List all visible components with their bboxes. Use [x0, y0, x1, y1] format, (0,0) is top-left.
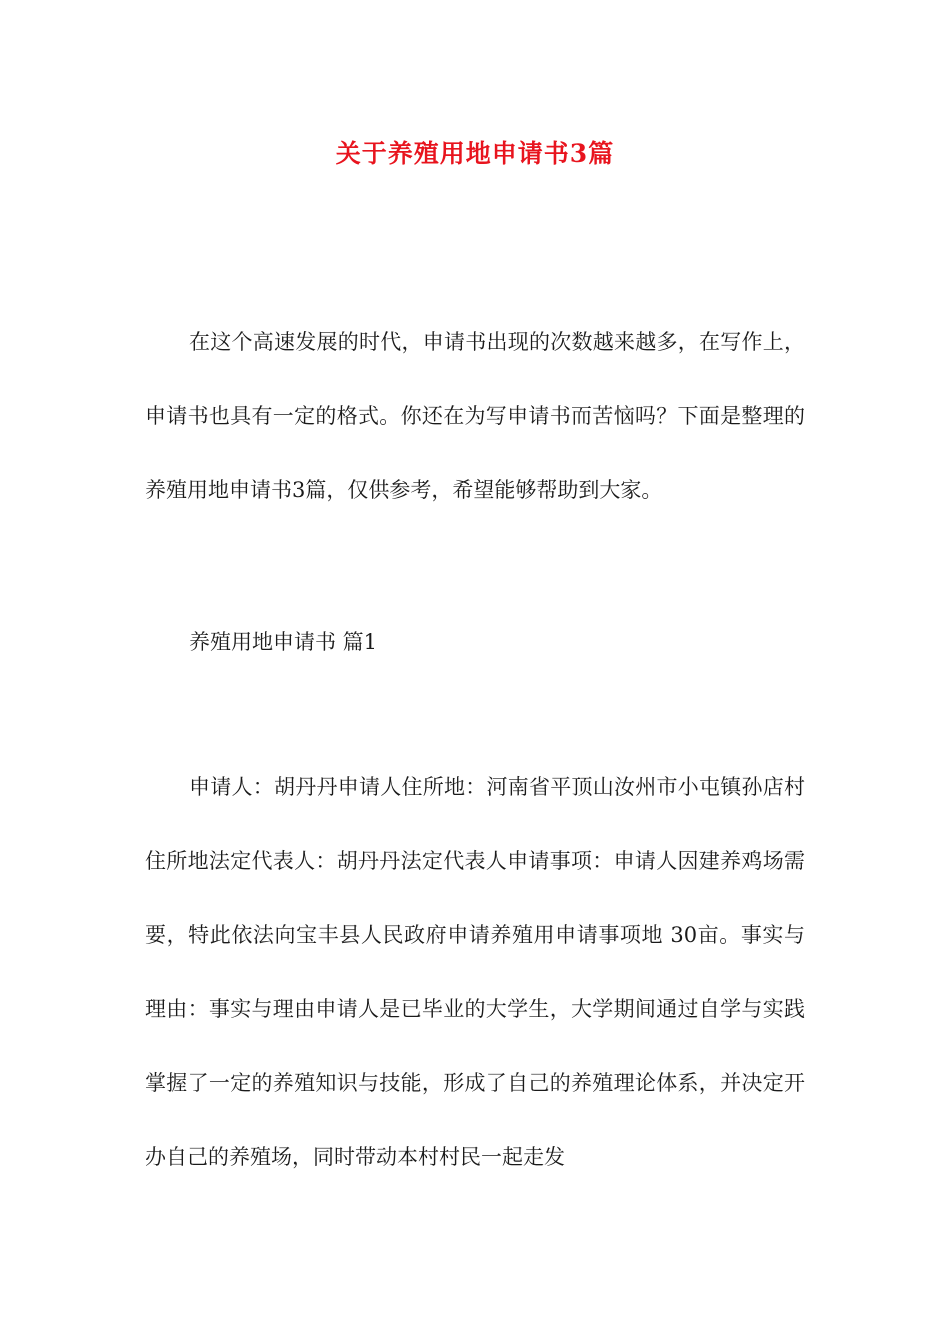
- document-title: 关于养殖用地申请书3篇: [335, 139, 615, 168]
- intro-paragraph: 在这个高速发展的时代，申请书出现的次数越来越多，在写作上，申请书也具有一定的格式。你还在为写申请书而苦恼吗？下面是整理的养殖用地申请书3篇，仅供参考，希望能够帮助到大家。: [145, 330, 805, 502]
- section-heading: 养殖用地申请书 篇1: [189, 630, 378, 654]
- body-paragraph: 申请人：胡丹丹申请人住所地：河南省平顶山汝州市小屯镇孙店村住所地法定代表人：胡丹丹法定代表人申请事项：申请人因建养鸡场需要，特此依法向宝丰县人民政府申请养殖用申请事项地 30亩。事实与理由：事实与理由申请人是已毕业的大学生，大学期间通过自学与实践掌握了一定的养殖知识与技能，形成了自己的养殖理论体系，并决定开办自己的养殖场，同时带动本村村民一起走发: [145, 775, 805, 1169]
